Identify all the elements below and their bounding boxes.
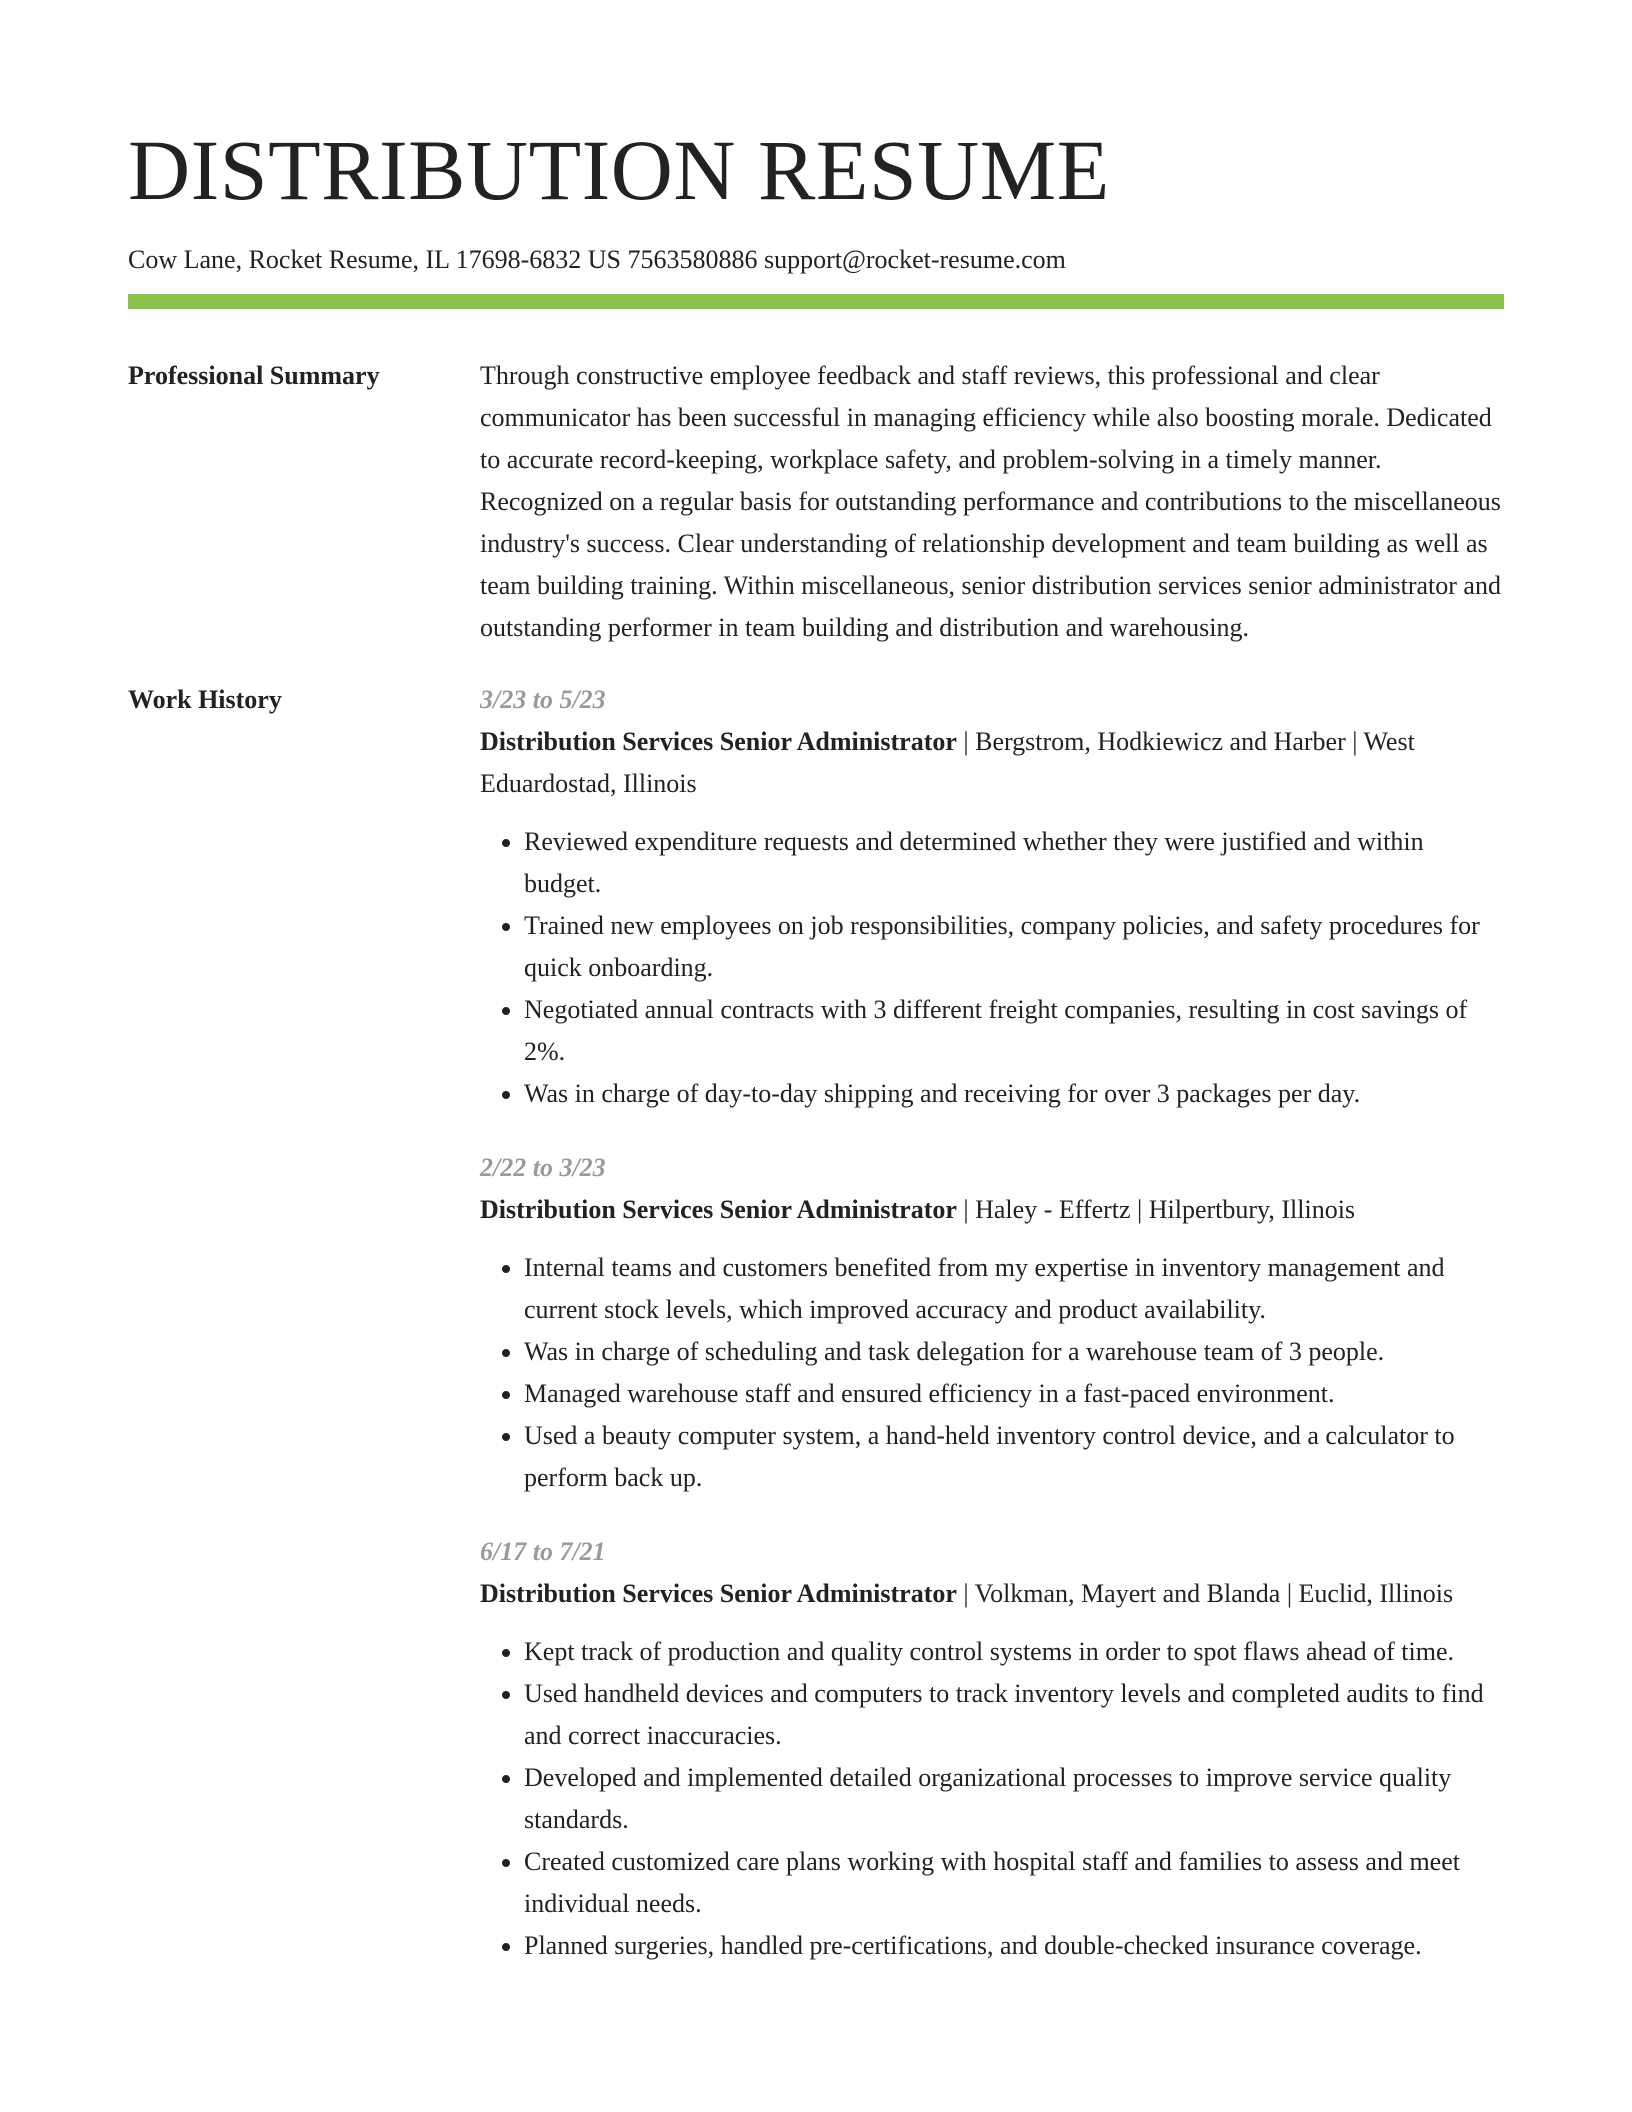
job-bullet: • Was in charge of scheduling and task delegation for a warehouse team of 3 people.	[524, 1331, 1504, 1373]
job-bullet-list	[480, 1247, 1504, 1499]
job-bullet: • Planned surgeries, handled pre-certifications, and double-checked insurance coverage.	[524, 1925, 1504, 1967]
section-label-work: Work History	[128, 685, 282, 714]
job-entry	[480, 679, 1504, 1115]
job-entry	[480, 1147, 1504, 1499]
job-title: Distribution Services Senior Administrator	[480, 1579, 957, 1608]
job-bullet: • Kept track of production and quality control systems in order to spot flaws ahead of time.	[524, 1631, 1504, 1673]
job-bullet: • Used a beauty computer system, a hand-held inventory control device, and a calculator to perform back up.	[524, 1415, 1504, 1499]
job-dates: 3/23 to 5/23	[480, 685, 606, 714]
job-bullet: • Negotiated annual contracts with 3 different freight companies, resulting in cost savings of 2%.	[524, 989, 1504, 1073]
job-dates: 6/17 to 7/21	[480, 1537, 606, 1566]
accent-divider	[128, 294, 1504, 309]
job-header	[480, 721, 1504, 805]
summary-text: Through constructive employee feedback and staff reviews, this professional and clear communicator has been successful in managing efficiency while also boosting morale. Dedicated to accurate record-keeping, workplace safety, and problem-solving in a timely manner. Recognized on a regular basis for outstanding performance and contributions to the miscellaneous industry's success. Clear understanding of relationship development and team building as well as team building training. Within miscellaneous, senior distribution services senior administrator and outstanding performer in team building and distribution and warehousing.	[480, 361, 1501, 642]
job-bullet: • Internal teams and customers benefited from my expertise in inventory management and current stock levels, which improved accuracy and product availability.	[524, 1247, 1504, 1331]
job-details: | Bergstrom, Hodkiewicz and Harber | West Eduardostad, Illinois	[480, 727, 1415, 798]
job-details: | Haley - Effertz | Hilpertbury, Illinois	[956, 1195, 1356, 1224]
job-bullet-list	[480, 1631, 1504, 1967]
professional-summary-section	[128, 355, 1504, 649]
job-bullet: • Created customized care plans working with hospital staff and families to assess and meet individual needs.	[524, 1841, 1504, 1925]
job-title: Distribution Services Senior Administrator	[480, 1195, 957, 1224]
job-title: Distribution Services Senior Administrator	[480, 727, 957, 756]
job-bullet: • Was in charge of day-to-day shipping and receiving for over 3 packages per day.	[524, 1073, 1504, 1115]
resume-name: DISTRIBUTION RESUME	[128, 122, 1110, 218]
job-bullet-list	[480, 821, 1504, 1115]
job-details: | Volkman, Mayert and Blanda | Euclid, Illinois	[956, 1579, 1454, 1608]
job-entry	[480, 1531, 1504, 1967]
summary-body	[480, 355, 1504, 649]
job-bullet: • Trained new employees on job responsibilities, company policies, and safety procedures for quick onboarding.	[524, 905, 1504, 989]
resume-page	[128, 0, 1504, 1999]
job-header	[480, 1573, 1504, 1615]
section-label-summary: Professional Summary	[128, 361, 380, 390]
work-history-section	[128, 679, 1504, 1999]
job-dates: 2/22 to 3/23	[480, 1153, 606, 1182]
contact-line: Cow Lane, Rocket Resume, IL 17698-6832 US 7563580886 support@rocket-resume.com	[128, 245, 1066, 274]
job-bullet: • Developed and implemented detailed organizational processes to improve service quality standards.	[524, 1757, 1504, 1841]
work-history-body	[480, 679, 1504, 1999]
job-bullet: • Used handheld devices and computers to track inventory levels and completed audits to find and correct inaccuracies.	[524, 1673, 1504, 1757]
job-header	[480, 1189, 1504, 1231]
job-bullet: • Managed warehouse staff and ensured efficiency in a fast-paced environment.	[524, 1373, 1504, 1415]
job-bullet: • Reviewed expenditure requests and determined whether they were justified and within budget.	[524, 821, 1504, 905]
